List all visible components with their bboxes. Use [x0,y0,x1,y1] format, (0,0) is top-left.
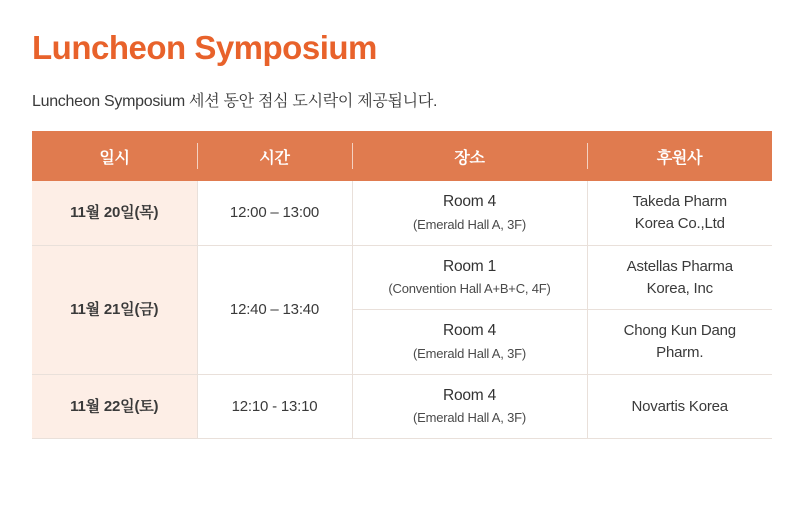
room-detail: (Emerald Hall A, 3F) [412,345,527,361]
room-detail: (Emerald Hall A, 3F) [412,216,527,232]
cell-place [352,181,587,245]
table-row [32,181,772,245]
cell-sponsor [587,374,772,438]
table-header-row [32,131,772,181]
cell-sponsor [587,245,772,310]
room-name: Room 4 [442,322,497,340]
cell-place [352,374,587,438]
cell-sponsor [587,181,772,245]
room-name: Room 4 [442,386,497,404]
room-detail: (Convention Hall A+B+C, 4F) [388,281,551,297]
sponsor-line-1: Takeda Pharm [632,193,727,211]
room-detail: (Emerald Hall A, 3F) [412,410,527,426]
cell-date: 11월 21일(금) [32,245,197,374]
table-row [32,374,772,438]
cell-date: 11월 22일(토) [32,374,197,438]
page-subtitle: Luncheon Symposium 세션 동안 점심 도시락이 제공됩니다. [32,93,438,111]
table-body [32,181,772,438]
cell-date: 11월 20일(목) [32,181,197,245]
cell-place [352,245,587,310]
sponsor-line-2: Korea, Inc [646,279,713,297]
column-header-sponsor: 후원사 [587,131,772,181]
column-header-time: 시간 [197,131,352,181]
page-title: Luncheon Symposium [32,29,377,66]
column-header-date: 일시 [32,131,197,181]
cell-time: 12:40 – 13:40 [197,245,352,374]
sponsor-line-1: Astellas Pharma [626,257,733,275]
room-name: Room 4 [442,193,497,211]
sponsor-line-2: Korea Co.,Ltd [634,215,725,233]
cell-place [352,310,587,375]
schedule-table [32,131,772,439]
sponsor-line-1: Novartis Korea [631,397,728,415]
cell-time: 12:10 - 13:10 [197,374,352,438]
column-header-place: 장소 [352,131,587,181]
cell-time: 12:00 – 13:00 [197,181,352,245]
room-name: Room 1 [442,257,497,275]
table-row [32,245,772,310]
sponsor-line-2: Pharm. [656,344,704,362]
sponsor-line-1: Chong Kun Dang [623,322,736,340]
table-header [32,131,772,181]
cell-sponsor [587,310,772,375]
